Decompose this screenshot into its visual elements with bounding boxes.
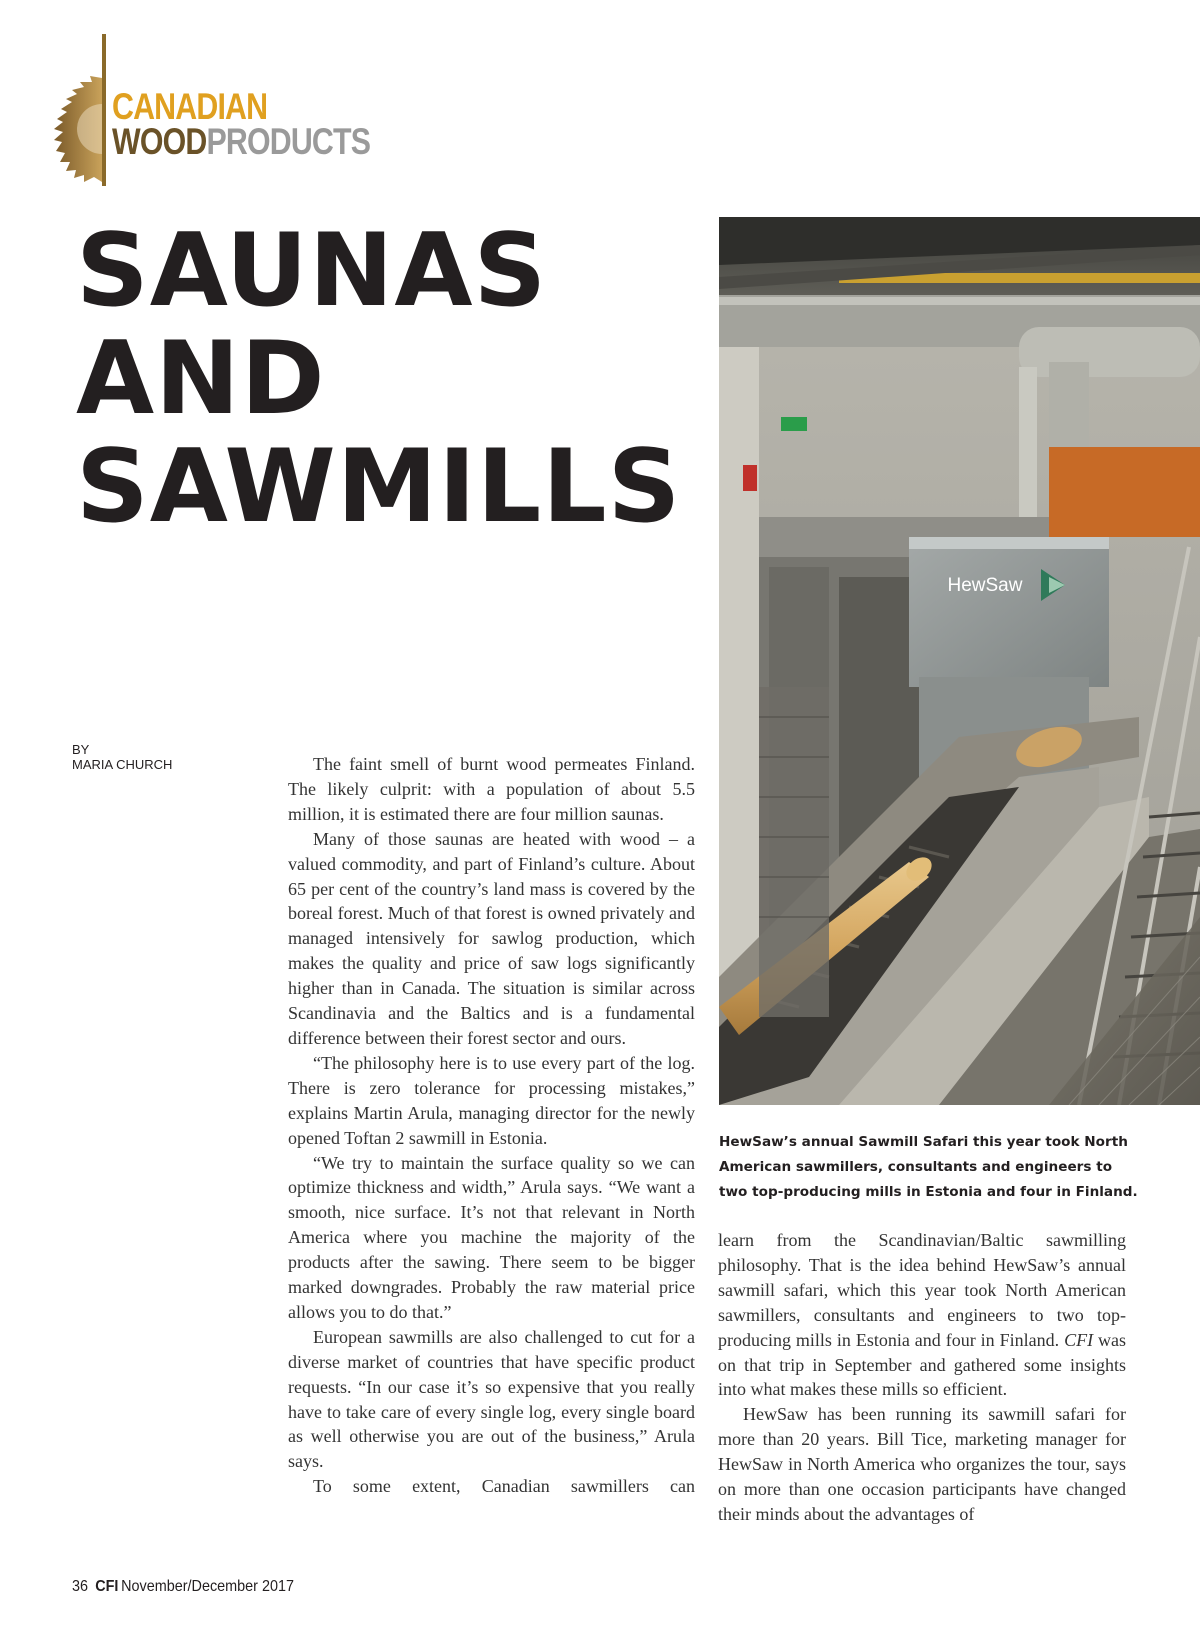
logo-canadian: CANADIAN	[112, 86, 268, 127]
body-paragraph: “The philosophy here is to use every part of the log. There is zero tolerance for processing mistakes,” explains Martin Arula, managing director for the newly opened Toftan 2 sawmill in Estonia.	[288, 1052, 695, 1148]
publication-mention: CFI	[1064, 1329, 1094, 1350]
headline-line-2: AND	[76, 319, 326, 437]
body-paragraph: The faint smell of burnt wood permeates Finland. The likely culprit: with a population of about 5.5 million, it is estimated there are four million saunas.	[288, 754, 695, 824]
exit-sign	[781, 417, 807, 431]
byline-by: BY	[72, 742, 90, 757]
body-column-right	[718, 1228, 1126, 1527]
headline-line-3: SAWMILLS	[76, 427, 682, 545]
body-column-left	[288, 752, 695, 1499]
body-paragraph: European sawmills are also challenged to cut for a diverse market of countries that have specific product requests. “In our case it’s so expensive that you really have to take care of every single log, every single board as well otherwise you are out of the business,” Arula says.	[288, 1326, 695, 1472]
sawmill-photo	[719, 217, 1200, 1105]
body-paragraph	[718, 1228, 1126, 1402]
article-headline	[76, 211, 686, 545]
publication-logo	[40, 34, 380, 190]
page-footer	[72, 1578, 294, 1596]
body-text: was on that trip in September and gathered some insights into what makes these mills so efficient.	[718, 1329, 1127, 1400]
logo-woodproducts	[112, 123, 370, 160]
byline-author: MARIA CHURCH	[72, 757, 173, 772]
body-paragraph: Many of those saunas are heated with wood – a valued commodity, and part of Finland’s culture. About 65 per cent of the country’s land mass is covered by the boreal forest. Much of that forest is owned privately and managed intensively for sawlog production, which makes the quality and price of saw logs significantly higher than in Canada. The situation is similar across Scandinavia and the Baltics and is a fundamental difference between their forest sector and ours.	[288, 828, 695, 1048]
hewsaw-machine-label: HewSaw	[947, 575, 1023, 596]
logo-divider	[102, 34, 106, 186]
body-text: learn from the Scandinavian/Baltic sawmilling philosophy. That is the idea behind HewSaw’s annual sawmill safari, which this year took North American sawmillers, consultants and engineers to two top-producing mills in Estonia and four in Finland.	[718, 1230, 1126, 1350]
logo-wood: WOOD	[112, 121, 207, 162]
byline	[72, 742, 172, 772]
footer-publication: CFI	[95, 1578, 119, 1595]
body-paragraph: To some extent, Canadian sawmillers can	[313, 1476, 695, 1497]
page-number: 36	[72, 1578, 89, 1595]
footer-issue: November/December 2017	[121, 1578, 295, 1595]
saw-blade-icon	[40, 74, 104, 184]
headline-line-1: SAUNAS	[76, 211, 548, 329]
body-paragraph: HewSaw has been running its sawmill safari for more than 20 years. Bill Tice, marketing manager for HewSaw in North America who organizes the tour, says on more than one occasion participants have changed their minds about the advantages of	[718, 1404, 1126, 1524]
logo-products: PRODUCTS	[206, 121, 371, 162]
fire-extinguisher-sign	[743, 465, 757, 491]
photo-caption: HewSaw’s annual Sawmill Safari this year took North American sawmillers, consultants and engineers to two top-producing mills in Estonia and four in Finland.	[719, 1134, 1138, 1200]
body-paragraph: “We try to maintain the surface quality so we can optimize thickness and width,” Arula says. “We want a smooth, nice surface. It’s not that relevant in North America where you machine the majority of the products after the sawing. There seem to be bigger marked downgrades. Probably the raw material price allows you to do that.”	[288, 1152, 695, 1322]
